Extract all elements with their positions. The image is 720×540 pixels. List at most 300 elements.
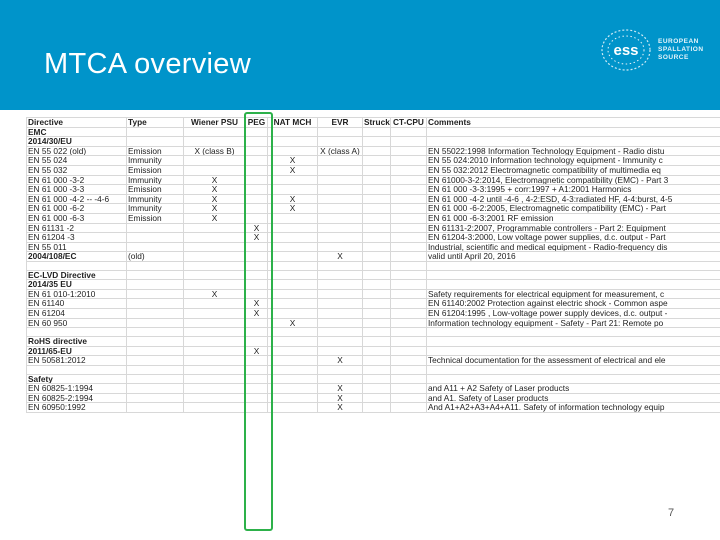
- table-cell: [268, 242, 318, 252]
- table-cell: X: [246, 299, 268, 309]
- table-cell: [268, 337, 318, 347]
- table-cell: X: [268, 165, 318, 175]
- table-cell: [184, 242, 246, 252]
- table-cell: [184, 403, 246, 413]
- table-cell: [184, 318, 246, 328]
- table-cell: [184, 384, 246, 394]
- table-cell: [391, 365, 427, 374]
- table-cell: [268, 328, 318, 337]
- table-cell: [318, 165, 363, 175]
- table-cell: [246, 270, 268, 280]
- table-cell: [184, 270, 246, 280]
- table-cell: [363, 165, 391, 175]
- table-cell: (old): [127, 252, 184, 262]
- table-cell: And A1+A2+A3+A4+A11. Safety of information technology equip: [427, 403, 720, 413]
- table-cell: [391, 328, 427, 337]
- table-cell: [268, 185, 318, 195]
- table-cell: [127, 346, 184, 356]
- table-row: [27, 127, 720, 137]
- table-cell: [391, 309, 427, 319]
- table-cell: [268, 393, 318, 403]
- table-cell: [318, 204, 363, 214]
- ess-logo-icon: [596, 22, 656, 82]
- table-cell: EN 61000-3-2:2014, Electromagnetic compatibility (EMC) - Part 3: [427, 175, 720, 185]
- table-cell: [246, 374, 268, 384]
- table-cell: [268, 374, 318, 384]
- table-cell: X: [184, 175, 246, 185]
- table-cell: EN 61204 -3: [27, 233, 127, 243]
- table-cell: [246, 146, 268, 156]
- table-cell: [27, 328, 127, 337]
- table-cell: [318, 365, 363, 374]
- table-cell: [246, 213, 268, 223]
- table-cell: EN 61204-3:2000, Low voltage power supplies, d.c. output - Part: [427, 233, 720, 243]
- table-row: [27, 175, 720, 185]
- table-cell: [184, 374, 246, 384]
- table-cell: [391, 156, 427, 166]
- table-cell: EN 61 000 -4-2 -- -4-6: [27, 194, 127, 204]
- table-cell: [268, 261, 318, 270]
- table-cell: [427, 270, 720, 280]
- table-cell: [318, 299, 363, 309]
- table-cell: [363, 365, 391, 374]
- table-cell: EN 61204: [27, 309, 127, 319]
- table-cell: [246, 393, 268, 403]
- table-row: [27, 185, 720, 195]
- table-cell: [363, 374, 391, 384]
- ess-logo: [596, 22, 716, 82]
- table-cell: [318, 127, 363, 137]
- table-cell: [363, 137, 391, 147]
- table-row: [27, 223, 720, 233]
- table-cell: [127, 223, 184, 233]
- column-header: EVR: [318, 118, 363, 128]
- table-cell: [184, 356, 246, 366]
- table-cell: 2011/65-EU: [27, 346, 127, 356]
- table-cell: [363, 223, 391, 233]
- table-row: [27, 146, 720, 156]
- table-cell: EN 60825-1:1994: [27, 384, 127, 394]
- column-header: NAT MCH: [268, 118, 318, 128]
- table-cell: [268, 127, 318, 137]
- table-row: [27, 328, 720, 337]
- table-cell: X: [268, 204, 318, 214]
- table-cell: [391, 146, 427, 156]
- logo-line: SPALLATION: [658, 46, 704, 53]
- table-cell: [427, 365, 720, 374]
- table-row: [27, 233, 720, 243]
- table-cell: [391, 213, 427, 223]
- table-cell: [318, 289, 363, 299]
- table-cell: [268, 299, 318, 309]
- table-cell: EN 61 000 -6-2: [27, 204, 127, 214]
- table-cell: [427, 337, 720, 347]
- table-cell: [363, 185, 391, 195]
- table-row: [27, 365, 720, 374]
- table-cell: [391, 337, 427, 347]
- table-cell: [184, 365, 246, 374]
- table-cell: [246, 252, 268, 262]
- table-cell: RoHS directive: [27, 337, 127, 347]
- table-cell: [127, 309, 184, 319]
- table-cell: [363, 393, 391, 403]
- table-cell: [391, 204, 427, 214]
- table-row: [27, 280, 720, 290]
- table-cell: [318, 261, 363, 270]
- table-cell: [391, 165, 427, 175]
- table-cell: [318, 374, 363, 384]
- table-cell: [127, 337, 184, 347]
- logo-line: EUROPEAN: [658, 38, 699, 45]
- table-cell: [127, 328, 184, 337]
- table-cell: [391, 127, 427, 137]
- table-cell: [363, 299, 391, 309]
- table-cell: [268, 213, 318, 223]
- table-cell: X: [184, 213, 246, 223]
- table-cell: Information technology equipment - Safety - Part 21: Remote po: [427, 318, 720, 328]
- table-cell: and A1. Safety of Laser products: [427, 393, 720, 403]
- table-cell: [391, 280, 427, 290]
- table-cell: [184, 252, 246, 262]
- table-cell: X: [246, 346, 268, 356]
- table-cell: [246, 175, 268, 185]
- table-cell: X: [318, 384, 363, 394]
- table-row: [27, 289, 720, 299]
- table-cell: X: [184, 204, 246, 214]
- table-cell: [391, 299, 427, 309]
- table-cell: [246, 289, 268, 299]
- logo-text: [658, 38, 704, 62]
- table-cell: [363, 261, 391, 270]
- table-cell: [391, 318, 427, 328]
- table-header-row: [27, 118, 720, 128]
- table-cell: [427, 346, 720, 356]
- header-banner: [0, 0, 720, 110]
- table-cell: EN 55 032: [27, 165, 127, 175]
- table-cell: [391, 393, 427, 403]
- table-cell: [318, 337, 363, 347]
- table-cell: [363, 356, 391, 366]
- table-row: [27, 194, 720, 204]
- table-cell: Emission: [127, 146, 184, 156]
- table-cell: [318, 280, 363, 290]
- table-cell: [427, 280, 720, 290]
- table-cell: [246, 165, 268, 175]
- table-cell: [184, 127, 246, 137]
- table-cell: [318, 242, 363, 252]
- column-header: Type: [127, 118, 184, 128]
- table-cell: EN 60 950: [27, 318, 127, 328]
- table-cell: [127, 318, 184, 328]
- table-cell: [268, 403, 318, 413]
- table-cell: EN 60825-2:1994: [27, 393, 127, 403]
- table-cell: [184, 299, 246, 309]
- table-cell: [127, 384, 184, 394]
- table-cell: [268, 175, 318, 185]
- table-cell: [363, 146, 391, 156]
- table-row: [27, 393, 720, 403]
- table-cell: [391, 252, 427, 262]
- table-cell: [427, 374, 720, 384]
- logo-mark: ess: [613, 42, 639, 59]
- table-cell: [318, 233, 363, 243]
- table-cell: [127, 137, 184, 147]
- table-cell: Technical documentation for the assessment of electrical and ele: [427, 356, 720, 366]
- table-cell: [127, 127, 184, 137]
- table-cell: [363, 233, 391, 243]
- table-cell: Emission: [127, 213, 184, 223]
- table-cell: EN 61140:2002 Protection against electric shock - Common aspe: [427, 299, 720, 309]
- table-cell: X (class A): [318, 146, 363, 156]
- table-cell: EN 61140: [27, 299, 127, 309]
- table-cell: [363, 175, 391, 185]
- table-cell: [184, 137, 246, 147]
- table-cell: EN 61 000 -6-3: [27, 213, 127, 223]
- table-cell: EN 61 000 -3-2: [27, 175, 127, 185]
- table-cell: [391, 270, 427, 280]
- table-cell: [427, 261, 720, 270]
- table-cell: EN 55022:1998 Information Technology Equipment - Radio distu: [427, 146, 720, 156]
- table-cell: EN 55 024: [27, 156, 127, 166]
- table-cell: [246, 356, 268, 366]
- column-header: Wiener PSU: [184, 118, 246, 128]
- table-cell: [363, 309, 391, 319]
- table-cell: Immunity: [127, 204, 184, 214]
- table-cell: [127, 403, 184, 413]
- table-cell: [391, 223, 427, 233]
- table-cell: X: [246, 309, 268, 319]
- table-cell: [184, 346, 246, 356]
- table-cell: [391, 137, 427, 147]
- table-cell: 2004/108/EC: [27, 252, 127, 262]
- table-cell: [363, 384, 391, 394]
- table-cell: [27, 365, 127, 374]
- table-cell: [363, 127, 391, 137]
- table-cell: [246, 127, 268, 137]
- column-header: CT-CPU: [391, 118, 427, 128]
- table-cell: [318, 223, 363, 233]
- table-row: [27, 309, 720, 319]
- table-cell: EN 60950:1992: [27, 403, 127, 413]
- table-row: [27, 165, 720, 175]
- table-cell: X: [318, 252, 363, 262]
- column-header: PEG: [246, 118, 268, 128]
- table-cell: [318, 328, 363, 337]
- standards-table-wrapper: [26, 117, 720, 537]
- table-cell: [363, 346, 391, 356]
- table-cell: [363, 318, 391, 328]
- table-cell: [127, 356, 184, 366]
- table-cell: [391, 346, 427, 356]
- table-cell: [268, 309, 318, 319]
- table-cell: [268, 346, 318, 356]
- table-cell: Immunity: [127, 175, 184, 185]
- table-cell: EN 55 011: [27, 242, 127, 252]
- table-cell: [391, 194, 427, 204]
- table-cell: [184, 337, 246, 347]
- table-cell: Industrial, scientific and medical equipment - Radio-frequency dis: [427, 242, 720, 252]
- table-cell: X: [318, 356, 363, 366]
- page-title: MTCA overview: [44, 48, 251, 80]
- table-cell: [246, 318, 268, 328]
- table-cell: 2014/35 EU: [27, 280, 127, 290]
- table-cell: [363, 328, 391, 337]
- table-cell: [246, 185, 268, 195]
- table-cell: 2014/30/EU: [27, 137, 127, 147]
- table-row: [27, 374, 720, 384]
- table-cell: [391, 289, 427, 299]
- table-cell: valid until April 20, 2016: [427, 252, 720, 262]
- table-cell: [127, 233, 184, 243]
- table-cell: [127, 374, 184, 384]
- table-cell: X: [184, 289, 246, 299]
- table-cell: EN 61 000 -6-2:2005, Electromagnetic compatibility (EMC) - Part: [427, 204, 720, 214]
- table-cell: EN 55 032:2012 Electromagnetic compatibility of multimedia eq: [427, 165, 720, 175]
- logo-line: SOURCE: [658, 54, 689, 61]
- table-row: [27, 213, 720, 223]
- table-cell: EN 55 022 (old): [27, 146, 127, 156]
- table-cell: [246, 337, 268, 347]
- table-row: [27, 299, 720, 309]
- table-cell: [268, 289, 318, 299]
- table-cell: X: [318, 393, 363, 403]
- table-cell: [268, 384, 318, 394]
- table-cell: EN 61 000 -3-3: [27, 185, 127, 195]
- table-cell: [363, 213, 391, 223]
- table-cell: [391, 175, 427, 185]
- table-cell: [363, 280, 391, 290]
- table-cell: [27, 261, 127, 270]
- table-cell: [184, 393, 246, 403]
- table-cell: EN 61131 -2: [27, 223, 127, 233]
- table-cell: [363, 403, 391, 413]
- table-cell: EN 50581:2012: [27, 356, 127, 366]
- table-cell: [391, 233, 427, 243]
- table-cell: EN 61 000 -6-3:2001 RF emission: [427, 213, 720, 223]
- table-cell: [268, 233, 318, 243]
- table-cell: X: [184, 194, 246, 204]
- table-row: [27, 242, 720, 252]
- table-cell: [268, 223, 318, 233]
- table-cell: Immunity: [127, 156, 184, 166]
- table-cell: [127, 280, 184, 290]
- table-cell: [363, 204, 391, 214]
- table-cell: EC-LVD Directive: [27, 270, 127, 280]
- table-cell: [246, 137, 268, 147]
- table-cell: [318, 175, 363, 185]
- table-cell: EN 61 010-1:2010: [27, 289, 127, 299]
- table-row: [27, 156, 720, 166]
- table-cell: [318, 194, 363, 204]
- table-cell: [184, 328, 246, 337]
- table-cell: EN 55 024:2010 Information technology equipment - Immunity c: [427, 156, 720, 166]
- standards-table: [26, 117, 720, 413]
- table-cell: [318, 270, 363, 280]
- table-cell: [184, 280, 246, 290]
- table-cell: X: [318, 403, 363, 413]
- table-row: [27, 346, 720, 356]
- table-cell: EMC: [27, 127, 127, 137]
- column-header: Struck: [364, 117, 390, 127]
- table-cell: [391, 403, 427, 413]
- table-cell: [363, 156, 391, 166]
- table-cell: [246, 403, 268, 413]
- table-cell: [391, 356, 427, 366]
- table-cell: [127, 365, 184, 374]
- table-cell: X: [268, 156, 318, 166]
- table-row: [27, 318, 720, 328]
- table-cell: [246, 242, 268, 252]
- table-cell: [427, 137, 720, 147]
- table-cell: [246, 384, 268, 394]
- table-cell: [268, 146, 318, 156]
- table-cell: EN 61 000 -3-3:1995 + corr:1997 + A1:2001 Harmonics: [427, 185, 720, 195]
- table-cell: and A11 + A2 Safety of Laser products: [427, 384, 720, 394]
- table-cell: Safety: [27, 374, 127, 384]
- table-cell: [391, 384, 427, 394]
- table-cell: [184, 261, 246, 270]
- table-cell: [246, 261, 268, 270]
- table-cell: [318, 346, 363, 356]
- table-cell: [318, 213, 363, 223]
- table-cell: EN 61 000 -4-2 until -4-6 , 4-2:ESD, 4-3:radiated HF, 4-4:burst, 4-5: [427, 194, 720, 204]
- table-cell: [363, 270, 391, 280]
- table-cell: [427, 127, 720, 137]
- table-cell: X: [268, 194, 318, 204]
- table-row: [27, 356, 720, 366]
- table-cell: [268, 365, 318, 374]
- column-header: Comments: [427, 118, 720, 128]
- table-cell: Safety requirements for electrical equipment for measurement, c: [427, 289, 720, 299]
- table-cell: [246, 328, 268, 337]
- table-cell: [184, 223, 246, 233]
- table-cell: [127, 270, 184, 280]
- table-cell: [184, 165, 246, 175]
- table-cell: [127, 261, 184, 270]
- table-cell: EN 61131-2:2007, Programmable controllers - Part 2: Equipment: [427, 223, 720, 233]
- table-cell: [318, 318, 363, 328]
- table-cell: [246, 280, 268, 290]
- table-cell: [391, 185, 427, 195]
- table-cell: X: [184, 185, 246, 195]
- table-cell: [363, 289, 391, 299]
- table-cell: [246, 365, 268, 374]
- table-cell: [246, 194, 268, 204]
- table-cell: [127, 299, 184, 309]
- column-header: Directive: [27, 118, 127, 128]
- table-cell: [363, 252, 391, 262]
- table-cell: EN 61204:1995 , Low-voltage power supply devices, d.c. output -: [427, 309, 720, 319]
- table-row: [27, 261, 720, 270]
- table-cell: [318, 156, 363, 166]
- table-cell: [268, 252, 318, 262]
- table-cell: X: [246, 223, 268, 233]
- table-cell: Emission: [127, 165, 184, 175]
- table-cell: [268, 280, 318, 290]
- table-cell: X: [268, 318, 318, 328]
- table-row: [27, 137, 720, 147]
- table-row: [27, 204, 720, 214]
- table-cell: [268, 137, 318, 147]
- table-row: [27, 337, 720, 347]
- table-cell: [127, 289, 184, 299]
- table-cell: [184, 309, 246, 319]
- table-cell: [363, 242, 391, 252]
- table-cell: Emission: [127, 185, 184, 195]
- table-row: [27, 252, 720, 262]
- table-cell: [427, 328, 720, 337]
- table-row: [27, 384, 720, 394]
